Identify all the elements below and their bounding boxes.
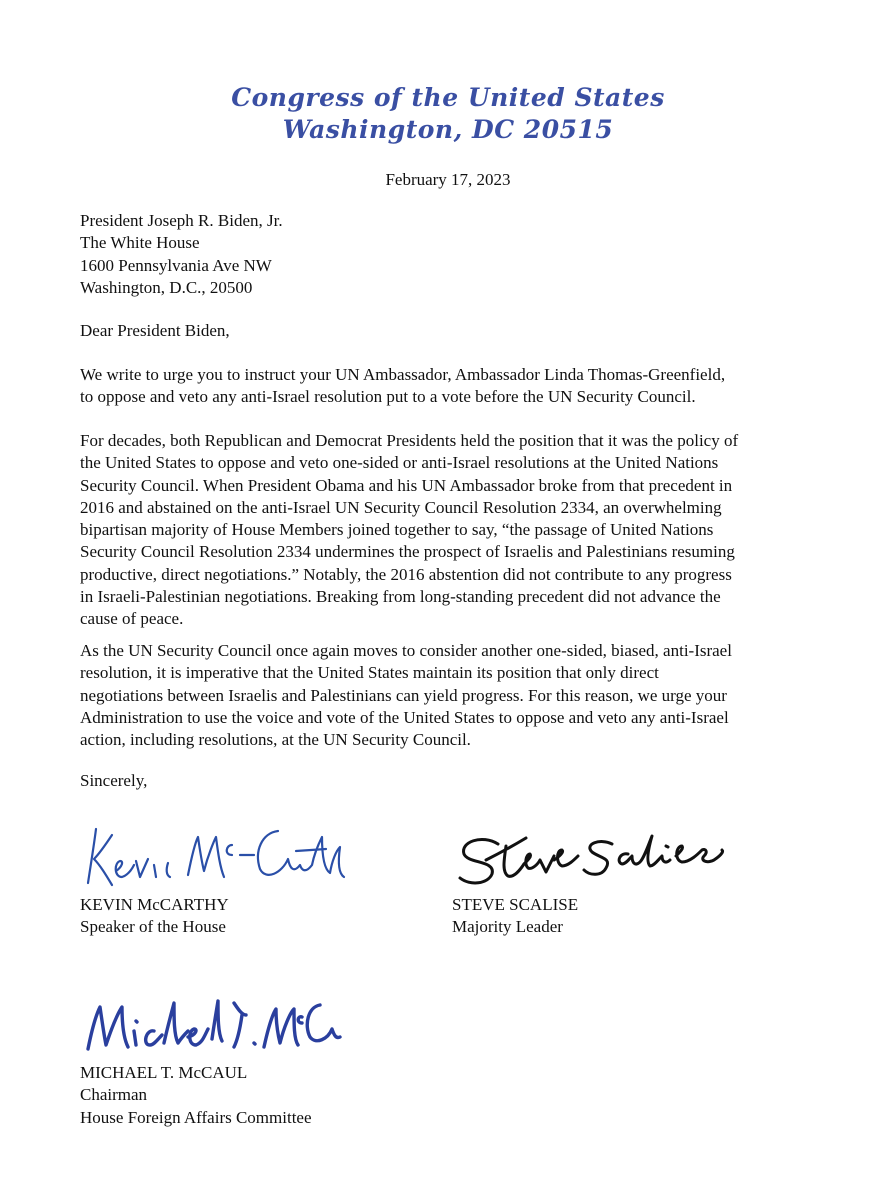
recipient-line-4: Washington, D.C., 20500 bbox=[80, 277, 253, 297]
signatory-title: Speaker of the House bbox=[80, 917, 226, 937]
paragraph-line: We write to urge you to instruct your UN Ambassador, Ambassador Linda Thomas-Greenfield, bbox=[80, 365, 726, 384]
mccarthy-signature bbox=[82, 815, 352, 890]
signatory-name: STEVE SCALISE bbox=[452, 895, 579, 914]
signatory-mccaul bbox=[80, 1062, 312, 1129]
signatory-mccarthy bbox=[80, 894, 229, 939]
paragraph-line: negotiations between Israelis and Palestinians can yield progress. For this reason, we urge your bbox=[80, 685, 727, 705]
letter-date: February 17, 2023 bbox=[385, 170, 511, 189]
paragraph-3 bbox=[80, 640, 732, 751]
signatory-name: MICHAEL T. McCAUL bbox=[80, 1063, 248, 1082]
paragraph-line: action, including resolutions, at the UN Security Council. bbox=[80, 730, 471, 750]
paragraph-line: For decades, both Republican and Democrat Presidents held the position that it was the policy of bbox=[80, 431, 739, 450]
signatory-title: Chairman bbox=[80, 1085, 148, 1105]
paragraph-line: Administration to use the voice and vote of the United States to oppose and veto any anti-Israel bbox=[80, 707, 729, 727]
recipient-line-2: The White House bbox=[80, 233, 200, 253]
paragraph-line: to oppose and veto any anti-Israel resolution put to a vote before the UN Security Council. bbox=[80, 387, 696, 407]
recipient-address bbox=[80, 210, 820, 299]
paragraph-line: resolution, it is imperative that the United States maintain its position that only direct bbox=[80, 663, 659, 683]
paragraph-line: productive, direct negotiations.” Notably, the 2016 abstention did not contribute to any progress bbox=[80, 564, 732, 584]
paragraph-2 bbox=[80, 430, 738, 631]
paragraph-line: in Israeli-Palestinian negotiations. Breaking from long-standing precedent did not advance the bbox=[80, 587, 721, 607]
salutation: Dear President Biden, bbox=[80, 321, 230, 340]
signatory-committee: House Foreign Affairs Committee bbox=[80, 1107, 312, 1127]
letterhead-line-2: Washington, DC 20515 bbox=[282, 115, 614, 144]
scalise-signature bbox=[452, 820, 742, 895]
recipient-line-3: 1600 Pennsylvania Ave NW bbox=[80, 255, 272, 275]
paragraph-line: Security Council. When President Obama and his UN Ambassador broke from that precedent in bbox=[80, 475, 733, 495]
recipient-name: President Joseph R. Biden, Jr. bbox=[80, 211, 283, 230]
paragraph-line: As the UN Security Council once again moves to consider another one-sided, biased, anti-Israel bbox=[80, 641, 732, 660]
signatory-scalise bbox=[452, 894, 578, 939]
paragraph-line: 2016 and abstained on the anti-Israel UN Security Council Resolution 2334, an overwhelming bbox=[80, 497, 722, 517]
letterhead-line-1: Congress of the United States bbox=[231, 83, 665, 112]
mccaul-signature bbox=[84, 985, 344, 1060]
signatory-name: KEVIN McCARTHY bbox=[80, 895, 229, 914]
signatory-title: Majority Leader bbox=[452, 917, 563, 937]
paragraph-line: Security Council Resolution 2334 undermines the prospect of Israelis and Palestinians resuming bbox=[80, 542, 735, 562]
paragraph-line: cause of peace. bbox=[80, 609, 184, 629]
paragraph-line: bipartisan majority of House Members joined together to say, “the passage of United Nations bbox=[80, 520, 714, 540]
paragraph-line: the United States to oppose and veto one-sided or anti-Israel resolutions at the United Nations bbox=[80, 453, 719, 473]
closing: Sincerely, bbox=[80, 771, 148, 790]
paragraph-1 bbox=[80, 364, 725, 409]
